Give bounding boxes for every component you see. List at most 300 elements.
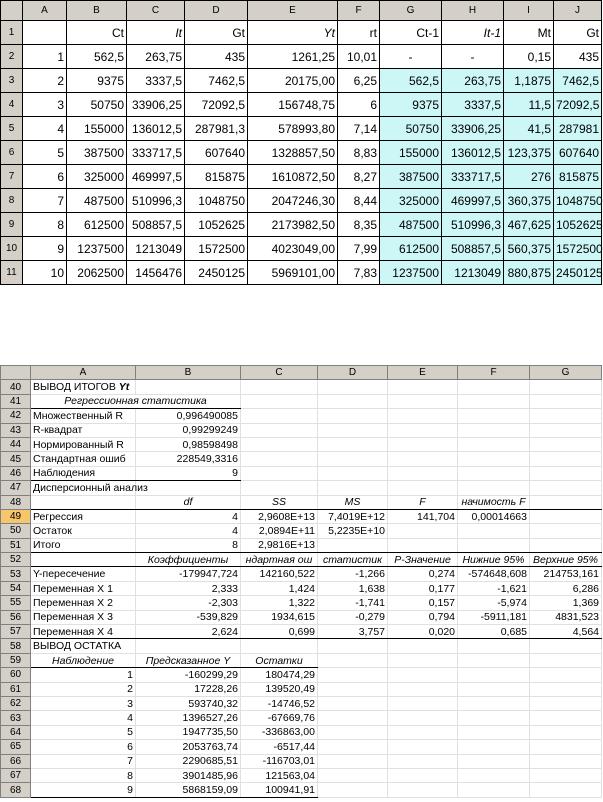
cell[interactable] xyxy=(388,768,458,782)
cell[interactable]: 1934,615 xyxy=(241,610,318,624)
cell[interactable] xyxy=(458,725,530,739)
row-header[interactable]: 65 xyxy=(1,740,31,754)
cell[interactable] xyxy=(530,409,602,423)
cell[interactable] xyxy=(388,754,458,768)
header-cell[interactable]: It-1 xyxy=(442,21,504,45)
cell[interactable]: 333717,5 xyxy=(127,141,185,165)
cell[interactable]: -5,974 xyxy=(458,596,530,610)
column-header[interactable]: C xyxy=(241,366,318,380)
cell[interactable] xyxy=(530,768,602,782)
cell[interactable] xyxy=(318,380,388,394)
column-header[interactable]: B xyxy=(136,366,241,380)
cell[interactable]: 0,00014663 xyxy=(458,509,530,523)
cell[interactable]: 17228,26 xyxy=(136,682,241,696)
cell[interactable]: 9 xyxy=(31,783,136,797)
cell[interactable]: 9 xyxy=(23,237,67,261)
row-header[interactable]: 59 xyxy=(1,653,31,667)
cell[interactable] xyxy=(530,509,602,523)
cell[interactable]: -14746,52 xyxy=(241,696,318,710)
column-header[interactable]: F xyxy=(458,366,530,380)
cell[interactable] xyxy=(318,740,388,754)
cell[interactable] xyxy=(530,725,602,739)
cell[interactable]: 142160,522 xyxy=(241,567,318,581)
cell[interactable]: 8,35 xyxy=(338,213,380,237)
cell[interactable]: 7,14 xyxy=(338,117,380,141)
row-header[interactable]: 52 xyxy=(1,553,31,567)
cell[interactable] xyxy=(458,653,530,667)
cell[interactable]: 1328857,50 xyxy=(248,141,338,165)
cell[interactable]: 141,704 xyxy=(388,509,458,523)
cell[interactable]: 4 xyxy=(31,711,136,725)
cell[interactable]: 263,75 xyxy=(127,45,185,69)
cell[interactable] xyxy=(318,423,388,437)
cell[interactable]: 5,2235E+10 xyxy=(318,524,388,538)
cell[interactable]: 508857,5 xyxy=(442,237,504,261)
header-cell[interactable]: Yt xyxy=(248,21,338,45)
row-header[interactable]: 7 xyxy=(1,165,23,189)
column-header[interactable]: D xyxy=(318,366,388,380)
cell[interactable] xyxy=(241,394,318,408)
cell[interactable]: 1,424 xyxy=(241,581,318,595)
cell[interactable]: 2,0894E+11 xyxy=(241,524,318,538)
cell[interactable]: 387500 xyxy=(380,165,442,189)
cell[interactable] xyxy=(318,696,388,710)
cell[interactable]: 1052625 xyxy=(185,213,248,237)
column-header[interactable]: A xyxy=(31,366,136,380)
cell[interactable]: Остаток xyxy=(31,524,136,538)
cell[interactable]: 214753,161 xyxy=(530,567,602,581)
cell[interactable]: 508857,5 xyxy=(127,213,185,237)
cell[interactable]: 1572500 xyxy=(185,237,248,261)
cell[interactable] xyxy=(458,409,530,423)
cell[interactable]: Нормированный R xyxy=(31,437,136,451)
cell[interactable]: 0,99299249 xyxy=(136,423,241,437)
cell[interactable] xyxy=(318,783,388,797)
cell[interactable]: 2062500 xyxy=(67,261,127,285)
row-header[interactable]: 1 xyxy=(1,21,23,45)
cell[interactable] xyxy=(458,452,530,466)
cell[interactable]: -5911,181 xyxy=(458,610,530,624)
cell[interactable]: 607640 xyxy=(185,141,248,165)
cell[interactable] xyxy=(458,783,530,797)
cell[interactable]: 7 xyxy=(23,189,67,213)
cell[interactable]: 20175,00 xyxy=(248,69,338,93)
cell[interactable]: 1048750 xyxy=(185,189,248,213)
cell[interactable]: 560,375 xyxy=(504,237,554,261)
cell[interactable]: 287981 xyxy=(554,117,602,141)
cell[interactable] xyxy=(530,538,602,552)
cell[interactable]: 100941,91 xyxy=(241,783,318,797)
row-header[interactable]: 53 xyxy=(1,567,31,581)
column-header[interactable]: H xyxy=(442,1,504,21)
output-title[interactable] xyxy=(31,380,136,394)
column-title[interactable]: Коэффициенты xyxy=(136,553,241,567)
cell[interactable]: 612500 xyxy=(67,213,127,237)
cell[interactable] xyxy=(318,754,388,768)
cell[interactable]: 0,157 xyxy=(388,596,458,610)
row-header[interactable]: 46 xyxy=(1,466,31,480)
column-title[interactable]: Предсказанное Y xyxy=(136,653,241,667)
row-header[interactable]: 50 xyxy=(1,524,31,538)
cell[interactable]: Стандартная ошиб xyxy=(31,452,136,466)
cell[interactable]: 325000 xyxy=(380,189,442,213)
cell[interactable] xyxy=(388,423,458,437)
cell[interactable]: 2290685,51 xyxy=(136,754,241,768)
cell[interactable]: 0,685 xyxy=(458,625,530,639)
cell[interactable]: 2450125 xyxy=(185,261,248,285)
cell[interactable] xyxy=(318,639,388,653)
cell[interactable] xyxy=(388,711,458,725)
cell[interactable] xyxy=(136,639,241,653)
row-header[interactable]: 47 xyxy=(1,481,31,495)
row-header[interactable]: 48 xyxy=(1,495,31,509)
column-title[interactable]: статистик xyxy=(318,553,388,567)
cell[interactable]: 0,699 xyxy=(241,625,318,639)
header-cell[interactable]: It xyxy=(127,21,185,45)
cell[interactable]: 136012,5 xyxy=(127,117,185,141)
cell[interactable]: 2 xyxy=(23,69,67,93)
cell[interactable] xyxy=(388,639,458,653)
section-header[interactable]: Регрессионная статистика xyxy=(31,394,241,408)
column-header[interactable]: D xyxy=(185,1,248,21)
cell[interactable]: 4 xyxy=(23,117,67,141)
cell[interactable]: 8,27 xyxy=(338,165,380,189)
cell[interactable]: -1,741 xyxy=(318,596,388,610)
cell[interactable]: 1,369 xyxy=(530,596,602,610)
column-title[interactable] xyxy=(31,553,136,567)
cell[interactable]: 0,794 xyxy=(388,610,458,624)
cell[interactable] xyxy=(458,639,530,653)
cell[interactable]: 880,875 xyxy=(504,261,554,285)
cell[interactable] xyxy=(530,380,602,394)
row-header[interactable]: 67 xyxy=(1,768,31,782)
cell[interactable] xyxy=(530,394,602,408)
cell[interactable] xyxy=(458,754,530,768)
cell[interactable]: 593740,32 xyxy=(136,696,241,710)
cell[interactable] xyxy=(530,452,602,466)
cell[interactable]: 41,5 xyxy=(504,117,554,141)
cell[interactable] xyxy=(388,682,458,696)
column-header[interactable]: E xyxy=(248,1,338,21)
column-header[interactable]: I xyxy=(504,1,554,21)
cell[interactable]: 72092,5 xyxy=(554,93,602,117)
cell[interactable]: Регрессия xyxy=(31,509,136,523)
cell[interactable]: 8,83 xyxy=(338,141,380,165)
row-header[interactable]: 11 xyxy=(1,261,23,285)
cell[interactable] xyxy=(458,668,530,682)
cell[interactable]: 6 xyxy=(31,740,136,754)
row-header[interactable]: 45 xyxy=(1,452,31,466)
cell[interactable] xyxy=(241,466,318,480)
section-header[interactable]: Дисперсионный анализ xyxy=(31,481,136,495)
cell[interactable]: 1048750 xyxy=(554,189,602,213)
cell[interactable] xyxy=(388,783,458,797)
column-title[interactable]: Р-Значение xyxy=(388,553,458,567)
cell[interactable] xyxy=(388,409,458,423)
cell[interactable]: 510996,3 xyxy=(127,189,185,213)
cell[interactable] xyxy=(530,524,602,538)
column-title[interactable]: MS xyxy=(318,495,388,509)
cell[interactable] xyxy=(241,639,318,653)
cell[interactable]: 6,25 xyxy=(338,69,380,93)
cell[interactable] xyxy=(388,481,458,495)
cell[interactable]: 815875 xyxy=(554,165,602,189)
cell[interactable]: 7,4019E+12 xyxy=(318,509,388,523)
cell[interactable]: 155000 xyxy=(67,117,127,141)
cell[interactable] xyxy=(530,466,602,480)
cell[interactable] xyxy=(458,740,530,754)
cell[interactable]: 10 xyxy=(23,261,67,285)
cell[interactable]: 1,322 xyxy=(241,596,318,610)
cell[interactable]: 9 xyxy=(136,466,241,480)
cell[interactable]: 123,375 xyxy=(504,141,554,165)
cell[interactable] xyxy=(241,409,318,423)
cell[interactable]: 435 xyxy=(554,45,602,69)
cell[interactable] xyxy=(318,768,388,782)
cell[interactable] xyxy=(458,394,530,408)
cell[interactable] xyxy=(241,380,318,394)
cell[interactable]: 0,98598498 xyxy=(136,437,241,451)
cell[interactable]: 6,286 xyxy=(530,581,602,595)
cell[interactable]: 180474,29 xyxy=(241,668,318,682)
cell[interactable]: 50750 xyxy=(380,117,442,141)
row-header[interactable]: 54 xyxy=(1,581,31,595)
column-title[interactable]: начимость F xyxy=(458,495,530,509)
column-header[interactable]: J xyxy=(554,1,602,21)
cell[interactable]: Множественный R xyxy=(31,409,136,423)
cell[interactable]: 1 xyxy=(23,45,67,69)
cell[interactable]: 2047246,30 xyxy=(248,189,338,213)
cell[interactable] xyxy=(530,639,602,653)
cell[interactable] xyxy=(388,437,458,451)
cell[interactable]: 5 xyxy=(23,141,67,165)
cell[interactable]: 3,757 xyxy=(318,625,388,639)
select-all-corner[interactable] xyxy=(1,1,23,21)
cell[interactable]: -1,621 xyxy=(458,581,530,595)
cell[interactable] xyxy=(388,394,458,408)
cell[interactable]: 2,333 xyxy=(136,581,241,595)
cell[interactable]: 469997,5 xyxy=(127,165,185,189)
row-header[interactable]: 64 xyxy=(1,725,31,739)
cell[interactable] xyxy=(318,682,388,696)
cell[interactable]: 1052625 xyxy=(554,213,602,237)
cell[interactable]: 387500 xyxy=(67,141,127,165)
column-title[interactable]: SS xyxy=(241,495,318,509)
cell[interactable]: 72092,5 xyxy=(185,93,248,117)
cell[interactable]: -67669,76 xyxy=(241,711,318,725)
cell[interactable] xyxy=(530,423,602,437)
cell[interactable]: -574648,608 xyxy=(458,567,530,581)
cell[interactable]: 1572500 xyxy=(554,237,602,261)
cell[interactable]: 4023049,00 xyxy=(248,237,338,261)
cell[interactable]: Y-пересечение xyxy=(31,567,136,581)
column-title[interactable]: ндартная ош xyxy=(241,553,318,567)
header-cell[interactable]: Ct xyxy=(67,21,127,45)
cell[interactable] xyxy=(318,725,388,739)
row-header[interactable]: 43 xyxy=(1,423,31,437)
cell[interactable]: 7462,5 xyxy=(554,69,602,93)
cell[interactable]: 612500 xyxy=(380,237,442,261)
column-header[interactable]: B xyxy=(67,1,127,21)
cell[interactable] xyxy=(318,538,388,552)
cell[interactable]: 0,177 xyxy=(388,581,458,595)
row-header[interactable]: 10 xyxy=(1,237,23,261)
cell[interactable] xyxy=(388,653,458,667)
cell[interactable]: 3337,5 xyxy=(127,69,185,93)
cell[interactable]: 1 xyxy=(31,668,136,682)
cell[interactable] xyxy=(388,725,458,739)
cell[interactable]: 287981,3 xyxy=(185,117,248,141)
cell[interactable]: 487500 xyxy=(380,213,442,237)
row-header[interactable]: 60 xyxy=(1,668,31,682)
cell[interactable] xyxy=(458,711,530,725)
row-header[interactable]: 41 xyxy=(1,394,31,408)
row-header[interactable]: 9 xyxy=(1,213,23,237)
cell[interactable]: 1610872,50 xyxy=(248,165,338,189)
cell[interactable]: 121563,04 xyxy=(241,768,318,782)
cell[interactable]: 325000 xyxy=(67,165,127,189)
cell[interactable]: 7,99 xyxy=(338,237,380,261)
cell[interactable]: Итого xyxy=(31,538,136,552)
cell[interactable] xyxy=(241,437,318,451)
cell[interactable]: R-квадрат xyxy=(31,423,136,437)
header-cell[interactable]: rt xyxy=(338,21,380,45)
cell[interactable]: 7 xyxy=(31,754,136,768)
row-header[interactable]: 66 xyxy=(1,754,31,768)
row-header[interactable]: 51 xyxy=(1,538,31,552)
cell[interactable] xyxy=(318,481,388,495)
column-title[interactable]: F xyxy=(388,495,458,509)
cell[interactable]: 0,020 xyxy=(388,625,458,639)
row-header[interactable]: 44 xyxy=(1,437,31,451)
cell[interactable]: 1261,25 xyxy=(248,45,338,69)
cell[interactable]: 1,638 xyxy=(318,581,388,595)
column-header[interactable]: G xyxy=(380,1,442,21)
row-header[interactable]: 57 xyxy=(1,625,31,639)
cell[interactable] xyxy=(241,481,318,495)
cell[interactable] xyxy=(458,538,530,552)
cell[interactable] xyxy=(388,668,458,682)
select-all-corner[interactable] xyxy=(1,366,31,380)
row-header[interactable]: 4 xyxy=(1,93,23,117)
cell[interactable]: 360,375 xyxy=(504,189,554,213)
cell[interactable]: 5 xyxy=(31,725,136,739)
row-header[interactable]: 62 xyxy=(1,696,31,710)
cell[interactable]: 263,75 xyxy=(442,69,504,93)
cell[interactable]: 3337,5 xyxy=(442,93,504,117)
cell[interactable] xyxy=(388,740,458,754)
cell[interactable]: 6 xyxy=(338,93,380,117)
cell[interactable]: 5969101,00 xyxy=(248,261,338,285)
column-header[interactable]: E xyxy=(388,366,458,380)
cell[interactable] xyxy=(458,380,530,394)
cell[interactable]: 136012,5 xyxy=(442,141,504,165)
cell[interactable]: 2450125 xyxy=(554,261,602,285)
cell[interactable]: 562,5 xyxy=(380,69,442,93)
cell[interactable] xyxy=(388,524,458,538)
header-cell[interactable]: Gt xyxy=(185,21,248,45)
cell[interactable] xyxy=(136,481,241,495)
cell[interactable]: 435 xyxy=(185,45,248,69)
column-title[interactable] xyxy=(31,495,136,509)
row-header[interactable]: 2 xyxy=(1,45,23,69)
cell[interactable]: 7,83 xyxy=(338,261,380,285)
cell[interactable]: -6517,44 xyxy=(241,740,318,754)
cell[interactable] xyxy=(530,711,602,725)
cell[interactable] xyxy=(458,682,530,696)
cell[interactable] xyxy=(530,682,602,696)
cell[interactable]: -160299,29 xyxy=(136,668,241,682)
cell[interactable]: 1947735,50 xyxy=(136,725,241,739)
row-header[interactable]: 8 xyxy=(1,189,23,213)
cell[interactable]: 276 xyxy=(504,165,554,189)
cell[interactable] xyxy=(136,380,241,394)
cell[interactable] xyxy=(241,452,318,466)
cell[interactable] xyxy=(318,653,388,667)
cell[interactable]: -0,279 xyxy=(318,610,388,624)
cell[interactable]: 155000 xyxy=(380,141,442,165)
cell[interactable] xyxy=(530,740,602,754)
cell[interactable] xyxy=(318,437,388,451)
cell[interactable]: 333717,5 xyxy=(442,165,504,189)
column-header[interactable]: F xyxy=(338,1,380,21)
row-header[interactable]: 61 xyxy=(1,682,31,696)
row-header[interactable]: 56 xyxy=(1,610,31,624)
column-title[interactable]: df xyxy=(136,495,241,509)
row-header[interactable]: 68 xyxy=(1,783,31,797)
cell[interactable]: -2,303 xyxy=(136,596,241,610)
column-title[interactable]: Верхние 95% xyxy=(530,553,602,567)
cell[interactable]: 607640 xyxy=(554,141,602,165)
cell[interactable] xyxy=(318,668,388,682)
header-cell[interactable]: Mt xyxy=(504,21,554,45)
cell[interactable]: 156748,75 xyxy=(248,93,338,117)
row-header[interactable]: 3 xyxy=(1,69,23,93)
cell[interactable]: 4831,523 xyxy=(530,610,602,624)
cell[interactable]: 7462,5 xyxy=(185,69,248,93)
cell[interactable] xyxy=(530,481,602,495)
row-header[interactable]: 63 xyxy=(1,711,31,725)
cell[interactable]: 469997,5 xyxy=(442,189,504,213)
cell[interactable] xyxy=(530,495,602,509)
cell[interactable]: -116703,01 xyxy=(241,754,318,768)
cell[interactable]: 2053763,74 xyxy=(136,740,241,754)
cell[interactable]: 487500 xyxy=(67,189,127,213)
cell[interactable]: 4 xyxy=(136,509,241,523)
cell[interactable]: 510996,3 xyxy=(442,213,504,237)
cell[interactable]: 2,9608E+13 xyxy=(241,509,318,523)
cell[interactable]: 50750 xyxy=(67,93,127,117)
cell[interactable] xyxy=(458,768,530,782)
cell[interactable]: 2,9816E+13 xyxy=(241,538,318,552)
cell[interactable]: 8 xyxy=(31,768,136,782)
cell[interactable]: 3 xyxy=(23,93,67,117)
cell[interactable] xyxy=(318,394,388,408)
cell[interactable]: 815875 xyxy=(185,165,248,189)
column-title[interactable]: Нижние 95% xyxy=(458,553,530,567)
cell[interactable] xyxy=(530,653,602,667)
cell[interactable] xyxy=(388,466,458,480)
cell[interactable] xyxy=(530,783,602,797)
cell[interactable] xyxy=(458,466,530,480)
cell[interactable]: 33906,25 xyxy=(442,117,504,141)
cell[interactable]: 2173982,50 xyxy=(248,213,338,237)
cell[interactable] xyxy=(388,538,458,552)
cell[interactable]: 33906,25 xyxy=(127,93,185,117)
column-header[interactable]: C xyxy=(127,1,185,21)
header-cell[interactable] xyxy=(23,21,67,45)
cell[interactable]: 3901485,96 xyxy=(136,768,241,782)
